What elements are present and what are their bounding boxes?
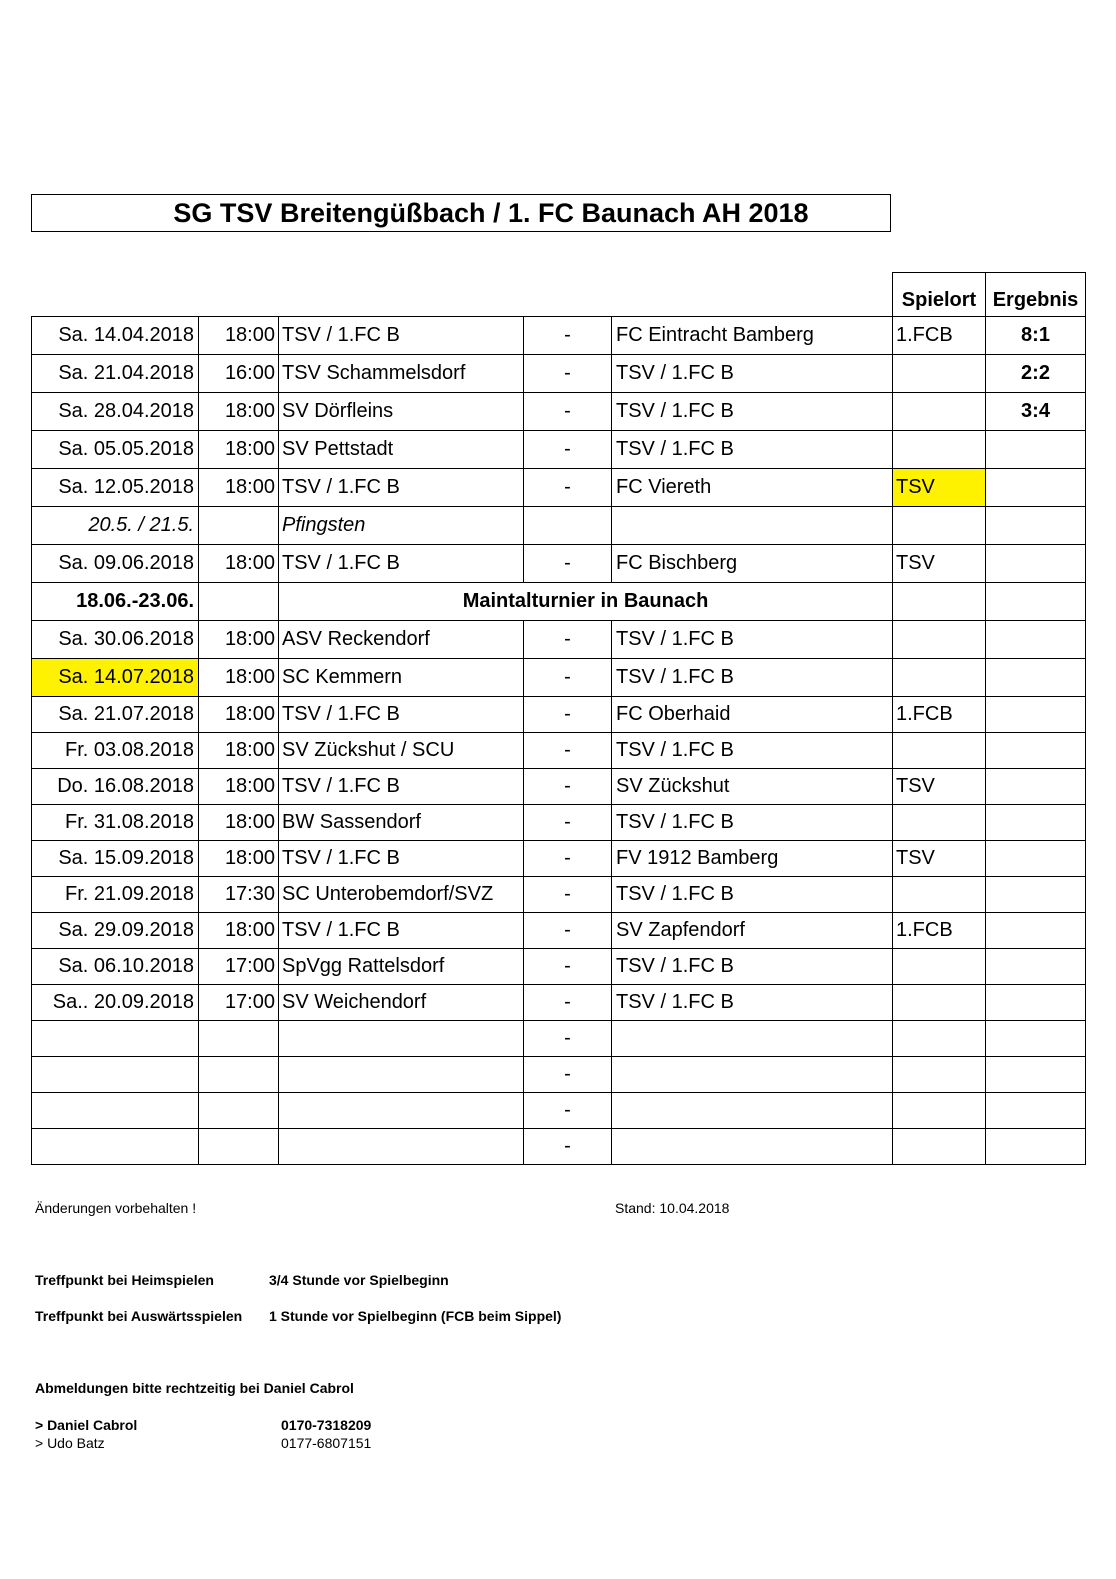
- match-time: 18:00: [199, 545, 279, 583]
- schedule-table: [31, 272, 1086, 1165]
- separator: -: [524, 469, 612, 507]
- table-row-empty: [32, 1093, 1086, 1129]
- venue: TSV: [893, 545, 986, 583]
- match-time: 18:00: [199, 841, 279, 877]
- home-team: TSV / 1.FC B: [279, 697, 524, 733]
- separator: -: [524, 317, 612, 355]
- table-row: [32, 841, 1086, 877]
- match-time: 18:00: [199, 393, 279, 431]
- meeting-away-value: 1 Stunde vor Spielbeginn (FCB beim Sippel): [269, 1308, 562, 1324]
- result: [986, 659, 1086, 697]
- table-row: [32, 805, 1086, 841]
- match-time: 18:00: [199, 913, 279, 949]
- match-date: Do. 16.08.2018: [32, 769, 199, 805]
- separator: -: [524, 393, 612, 431]
- away-team: TSV / 1.FC B: [612, 393, 893, 431]
- away-team: TSV / 1.FC B: [612, 949, 893, 985]
- result: 2:2: [986, 355, 1086, 393]
- contact-2-phone: 0177-6807151: [281, 1435, 372, 1451]
- venue: [893, 355, 986, 393]
- home-team: TSV / 1.FC B: [279, 317, 524, 355]
- match-time: 18:00: [199, 621, 279, 659]
- match-time: 18:00: [199, 697, 279, 733]
- separator: -: [524, 431, 612, 469]
- contact-1-phone: 0170-7318209: [281, 1417, 372, 1433]
- cancellation-note: Abmeldungen bitte rechtzeitig bei Daniel Cabrol: [35, 1380, 354, 1396]
- match-date: Fr. 21.09.2018: [32, 877, 199, 913]
- away-team: FV 1912 Bamberg: [612, 841, 893, 877]
- separator: -: [524, 913, 612, 949]
- meeting-home-label: Treffpunkt bei Heimspielen: [35, 1272, 214, 1288]
- tournament-label: Maintalturnier in Baunach: [279, 583, 893, 621]
- separator: -: [524, 1129, 612, 1165]
- table-row: [32, 769, 1086, 805]
- match-date: Sa. 21.04.2018: [32, 355, 199, 393]
- table-header-row: [32, 273, 1086, 317]
- away-team: FC Viereth: [612, 469, 893, 507]
- away-team: TSV / 1.FC B: [612, 733, 893, 769]
- header-ergebnis: Ergebnis: [986, 273, 1086, 317]
- result: [986, 733, 1086, 769]
- result: [986, 841, 1086, 877]
- venue: [893, 659, 986, 697]
- table-row: [32, 355, 1086, 393]
- venue: 1.FCB: [893, 913, 986, 949]
- table-row: [32, 659, 1086, 697]
- contact-2-name: > Udo Batz: [35, 1435, 105, 1451]
- match-date: Sa. 09.06.2018: [32, 545, 199, 583]
- home-team: SC Kemmern: [279, 659, 524, 697]
- match-time: 18:00: [199, 805, 279, 841]
- match-date: Sa. 05.05.2018: [32, 431, 199, 469]
- separator: -: [524, 769, 612, 805]
- home-team: TSV / 1.FC B: [279, 841, 524, 877]
- result: [986, 913, 1086, 949]
- result: [986, 769, 1086, 805]
- away-team: SV Zückshut: [612, 769, 893, 805]
- separator: -: [524, 621, 612, 659]
- match-time: 18:00: [199, 733, 279, 769]
- venue: TSV: [893, 841, 986, 877]
- separator: -: [524, 949, 612, 985]
- separator: -: [524, 985, 612, 1021]
- table-row: [32, 733, 1086, 769]
- contact-1-name: > Daniel Cabrol: [35, 1417, 138, 1433]
- result: [986, 985, 1086, 1021]
- match-date: Fr. 31.08.2018: [32, 805, 199, 841]
- result: [986, 431, 1086, 469]
- venue: [893, 431, 986, 469]
- venue: [893, 393, 986, 431]
- home-team: SV Zückshut / SCU: [279, 733, 524, 769]
- away-team: SV Zapfendorf: [612, 913, 893, 949]
- result: [986, 805, 1086, 841]
- match-date: Sa. 21.07.2018: [32, 697, 199, 733]
- match-time: 18:00: [199, 317, 279, 355]
- home-team: ASV Reckendorf: [279, 621, 524, 659]
- result: [986, 877, 1086, 913]
- home-team: BW Sassendorf: [279, 805, 524, 841]
- table-row: [32, 985, 1086, 1021]
- result: 8:1: [986, 317, 1086, 355]
- result: [986, 469, 1086, 507]
- match-time: 18:00: [199, 659, 279, 697]
- match-time: 17:30: [199, 877, 279, 913]
- result: [986, 545, 1086, 583]
- venue: [893, 733, 986, 769]
- home-team: TSV / 1.FC B: [279, 469, 524, 507]
- holiday-label: Pfingsten: [279, 507, 524, 545]
- match-date: Sa. 28.04.2018: [32, 393, 199, 431]
- match-date: Sa.. 20.09.2018: [32, 985, 199, 1021]
- home-team: TSV / 1.FC B: [279, 545, 524, 583]
- result: [986, 621, 1086, 659]
- away-team: FC Eintracht Bamberg: [612, 317, 893, 355]
- table-row: [32, 621, 1086, 659]
- table-row-tournament: [32, 583, 1086, 621]
- away-team: TSV / 1.FC B: [612, 355, 893, 393]
- separator: -: [524, 805, 612, 841]
- separator: -: [524, 545, 612, 583]
- venue: 1.FCB: [893, 697, 986, 733]
- away-team: TSV / 1.FC B: [612, 805, 893, 841]
- match-time: 16:00: [199, 355, 279, 393]
- separator: -: [524, 1021, 612, 1057]
- table-row-empty: [32, 1057, 1086, 1093]
- table-row: [32, 393, 1086, 431]
- away-team: TSV / 1.FC B: [612, 877, 893, 913]
- away-team: TSV / 1.FC B: [612, 431, 893, 469]
- table-row-holiday: [32, 507, 1086, 545]
- header-spielort: Spielort: [893, 273, 986, 317]
- home-team: TSV Schammelsdorf: [279, 355, 524, 393]
- separator: -: [524, 1093, 612, 1129]
- away-team: TSV / 1.FC B: [612, 621, 893, 659]
- home-team: SpVgg Rattelsdorf: [279, 949, 524, 985]
- match-time: 18:00: [199, 469, 279, 507]
- away-team: TSV / 1.FC B: [612, 985, 893, 1021]
- separator: -: [524, 697, 612, 733]
- match-date: Sa. 14.04.2018: [32, 317, 199, 355]
- venue: [893, 985, 986, 1021]
- holiday-date: 20.5. / 21.5.: [32, 507, 199, 545]
- match-date: Sa. 15.09.2018: [32, 841, 199, 877]
- table-row-empty: [32, 1021, 1086, 1057]
- table-row-empty: [32, 1129, 1086, 1165]
- home-team: SV Pettstadt: [279, 431, 524, 469]
- table-row: [32, 697, 1086, 733]
- venue: [893, 805, 986, 841]
- venue-highlighted: TSV: [893, 469, 986, 507]
- table-row: [32, 431, 1086, 469]
- separator: -: [524, 877, 612, 913]
- venue: [893, 949, 986, 985]
- separator: -: [524, 1057, 612, 1093]
- page-title: SG TSV Breitengüßbach / 1. FC Baunach AH 2018: [31, 194, 891, 232]
- tournament-date: 18.06.-23.06.: [32, 583, 199, 621]
- match-time: 18:00: [199, 769, 279, 805]
- home-team: TSV / 1.FC B: [279, 913, 524, 949]
- home-team: SC Unterobemdorf/SVZ: [279, 877, 524, 913]
- separator: -: [524, 841, 612, 877]
- venue: 1.FCB: [893, 317, 986, 355]
- match-date: Sa. 30.06.2018: [32, 621, 199, 659]
- separator: -: [524, 733, 612, 769]
- table-row: [32, 545, 1086, 583]
- meeting-away-label: Treffpunkt bei Auswärtsspielen: [35, 1308, 243, 1324]
- result: [986, 697, 1086, 733]
- away-team: FC Oberhaid: [612, 697, 893, 733]
- match-time: 18:00: [199, 431, 279, 469]
- match-time: 17:00: [199, 949, 279, 985]
- venue: [893, 621, 986, 659]
- home-team: SV Dörfleins: [279, 393, 524, 431]
- separator: -: [524, 355, 612, 393]
- venue: [893, 877, 986, 913]
- stand-date: Stand: 10.04.2018: [615, 1200, 730, 1216]
- table-row: [32, 317, 1086, 355]
- table-row: [32, 913, 1086, 949]
- match-time: 17:00: [199, 985, 279, 1021]
- away-team: TSV / 1.FC B: [612, 659, 893, 697]
- match-date: Fr. 03.08.2018: [32, 733, 199, 769]
- away-team: FC Bischberg: [612, 545, 893, 583]
- table-row: [32, 949, 1086, 985]
- match-date: Sa. 06.10.2018: [32, 949, 199, 985]
- match-date-highlighted: Sa. 14.07.2018: [32, 659, 199, 697]
- changes-note: Änderungen vorbehalten !: [35, 1200, 197, 1216]
- separator: -: [524, 659, 612, 697]
- venue: TSV: [893, 769, 986, 805]
- table-row: [32, 469, 1086, 507]
- match-date: Sa. 29.09.2018: [32, 913, 199, 949]
- home-team: SV Weichendorf: [279, 985, 524, 1021]
- table-row: [32, 877, 1086, 913]
- result: 3:4: [986, 393, 1086, 431]
- home-team: TSV / 1.FC B: [279, 769, 524, 805]
- match-date: Sa. 12.05.2018: [32, 469, 199, 507]
- meeting-home-value: 3/4 Stunde vor Spielbeginn: [269, 1272, 449, 1288]
- result: [986, 949, 1086, 985]
